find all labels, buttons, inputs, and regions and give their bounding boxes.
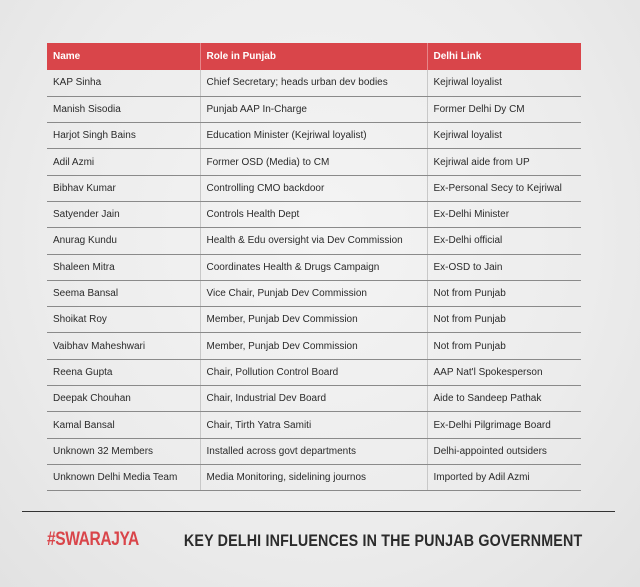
cell-role: Education Minister (Kejriwal loyalist): [200, 123, 427, 149]
table-row: [47, 438, 581, 464]
cell-delhi-link: Not from Punjab: [427, 333, 581, 359]
table-row: [47, 70, 581, 96]
cell-delhi-link: Not from Punjab: [427, 280, 581, 306]
cell-role: Installed across govt departments: [200, 438, 427, 464]
table-row: [47, 412, 581, 438]
footer-title: KEY DELHI INFLUENCES IN THE PUNJAB GOVERNMENT: [183, 531, 582, 550]
cell-name: Satyender Jain: [47, 201, 200, 227]
cell-delhi-link: Ex-Delhi Minister: [427, 201, 581, 227]
cell-name: Adil Azmi: [47, 149, 200, 175]
footer-divider: [22, 511, 615, 512]
table-row: [47, 254, 581, 280]
table-row: [47, 307, 581, 333]
table-row: [47, 149, 581, 175]
cell-role: Controls Health Dept: [200, 201, 427, 227]
cell-name: Harjot Singh Bains: [47, 123, 200, 149]
table-row: [47, 333, 581, 359]
cell-name: Unknown Delhi Media Team: [47, 464, 200, 490]
cell-name: Unknown 32 Members: [47, 438, 200, 464]
cell-delhi-link: Former Delhi Dy CM: [427, 96, 581, 122]
cell-delhi-link: Not from Punjab: [427, 307, 581, 333]
cell-delhi-link: Ex-Delhi Pilgrimage Board: [427, 412, 581, 438]
cell-delhi-link: Aide to Sandeep Pathak: [427, 386, 581, 412]
cell-delhi-link: AAP Nat'l Spokesperson: [427, 359, 581, 385]
influences-table-container: [47, 43, 581, 491]
header-delhi-link: Delhi Link: [427, 43, 581, 70]
cell-delhi-link: Delhi-appointed outsiders: [427, 438, 581, 464]
cell-delhi-link: Kejriwal loyalist: [427, 70, 581, 96]
cell-name: Kamal Bansal: [47, 412, 200, 438]
cell-delhi-link: Kejriwal loyalist: [427, 123, 581, 149]
cell-role: Coordinates Health & Drugs Campaign: [200, 254, 427, 280]
cell-role: Member, Punjab Dev Commission: [200, 307, 427, 333]
cell-role: Former OSD (Media) to CM: [200, 149, 427, 175]
cell-role: Health & Edu oversight via Dev Commission: [200, 228, 427, 254]
cell-name: Shaleen Mitra: [47, 254, 200, 280]
cell-delhi-link: Ex-Delhi official: [427, 228, 581, 254]
table-row: [47, 464, 581, 490]
brand-logo: #SWARAJYA: [47, 529, 139, 550]
table-row: [47, 175, 581, 201]
influences-table: [47, 43, 581, 491]
table-body: [47, 70, 581, 491]
cell-role: Chair, Industrial Dev Board: [200, 386, 427, 412]
header-role: Role in Punjab: [200, 43, 427, 70]
table-header: [47, 43, 581, 70]
cell-role: Vice Chair, Punjab Dev Commission: [200, 280, 427, 306]
table-row: [47, 280, 581, 306]
cell-role: Punjab AAP In-Charge: [200, 96, 427, 122]
header-row: [47, 43, 581, 70]
cell-role: Chair, Pollution Control Board: [200, 359, 427, 385]
cell-name: Deepak Chouhan: [47, 386, 200, 412]
cell-delhi-link: Ex-Personal Secy to Kejriwal: [427, 175, 581, 201]
cell-name: Bibhav Kumar: [47, 175, 200, 201]
cell-delhi-link: Ex-OSD to Jain: [427, 254, 581, 280]
cell-role: Media Monitoring, sidelining journos: [200, 464, 427, 490]
cell-delhi-link: Kejriwal aide from UP: [427, 149, 581, 175]
table-row: [47, 386, 581, 412]
cell-name: Reena Gupta: [47, 359, 200, 385]
cell-name: Seema Bansal: [47, 280, 200, 306]
table-row: [47, 123, 581, 149]
table-row: [47, 359, 581, 385]
cell-name: KAP Sinha: [47, 70, 200, 96]
cell-delhi-link: Imported by Adil Azmi: [427, 464, 581, 490]
cell-role: Chair, Tirth Yatra Samiti: [200, 412, 427, 438]
cell-role: Member, Punjab Dev Commission: [200, 333, 427, 359]
table-row: [47, 96, 581, 122]
cell-name: Manish Sisodia: [47, 96, 200, 122]
header-name: Name: [47, 43, 200, 70]
cell-name: Anurag Kundu: [47, 228, 200, 254]
cell-role: Controlling CMO backdoor: [200, 175, 427, 201]
table-row: [47, 201, 581, 227]
cell-role: Chief Secretary; heads urban dev bodies: [200, 70, 427, 96]
cell-name: Vaibhav Maheshwari: [47, 333, 200, 359]
table-row: [47, 228, 581, 254]
cell-name: Shoikat Roy: [47, 307, 200, 333]
